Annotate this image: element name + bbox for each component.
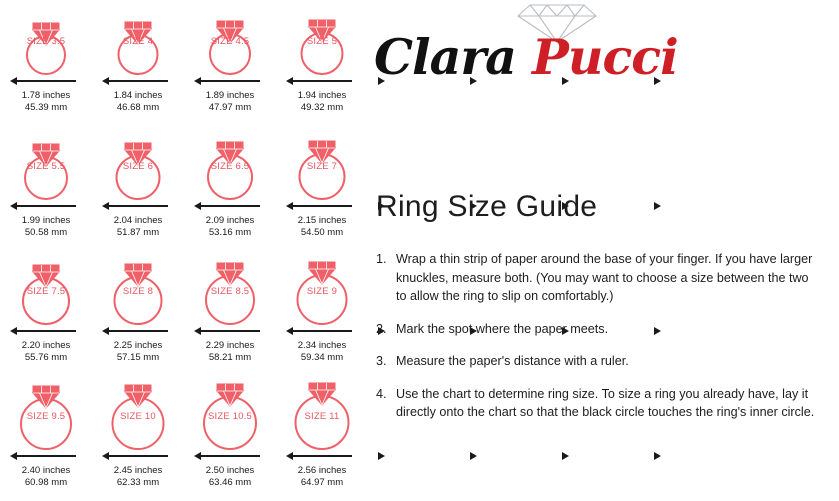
ring-mm: 64.97 mm [300, 477, 344, 488]
ring-inches: 2.25 inches [113, 340, 163, 351]
ring-mm: 57.15 mm [116, 352, 160, 363]
ring-measurements [184, 90, 276, 114]
ring-size-cell [0, 0, 92, 125]
ring-size-label: SIZE 5 [306, 36, 338, 47]
measure-arrow-icon [194, 76, 266, 86]
ring-size-label: SIZE 7 [306, 161, 338, 172]
brand-logo [374, 2, 784, 94]
ring-size-label: SIZE 6.5 [210, 161, 250, 172]
ring-size-label: SIZE 9 [306, 286, 338, 297]
ring-measurements [0, 465, 92, 489]
brand-name-second: Pucci [532, 28, 678, 86]
ring-measurements [184, 340, 276, 364]
ring-measurements [92, 90, 184, 114]
brand-name [374, 28, 784, 92]
ring-size-cell [92, 125, 184, 250]
ring-mm: 47.97 mm [208, 102, 252, 113]
ring-inches: 1.99 inches [21, 215, 71, 226]
measure-arrow-icon [102, 326, 174, 336]
measure-arrow-icon [194, 201, 266, 211]
ring-size-cell [276, 125, 368, 250]
ring-size-cell [0, 375, 92, 500]
ring-size-cell [184, 125, 276, 250]
step-text: Measure the paper's distance with a ruler. [396, 354, 629, 368]
ring-size-cell [276, 250, 368, 375]
ring-size-label: SIZE 11 [304, 411, 340, 422]
ring-size-label: SIZE 8 [122, 286, 154, 297]
ring-size-cell [184, 375, 276, 500]
ring-size-cell [184, 0, 276, 125]
measure-arrow-icon [194, 451, 266, 461]
ring-inches: 2.56 inches [297, 465, 347, 476]
measure-arrow-icon [10, 451, 82, 461]
ring-inches: 2.15 inches [297, 215, 347, 226]
ring-mm: 59.34 mm [300, 352, 344, 363]
ring-inches: 2.50 inches [205, 465, 255, 476]
ring-size-label: SIZE 3.5 [26, 36, 66, 47]
step-number: 3. [376, 354, 387, 368]
ring-measurements [276, 465, 368, 489]
ring-measurements [0, 215, 92, 239]
measure-arrow-icon [102, 451, 174, 461]
step-number: 1. [376, 252, 387, 266]
ring-measurements [276, 340, 368, 364]
measure-arrow-icon [286, 76, 358, 86]
ring-size-label: SIZE 4 [122, 36, 154, 47]
ring-inches: 2.45 inches [113, 465, 163, 476]
ring-inches: 2.29 inches [205, 340, 255, 351]
ring-size-cell [276, 375, 368, 500]
measure-arrow-icon [10, 326, 82, 336]
instruction-step [376, 385, 816, 422]
ring-size-cell [92, 375, 184, 500]
ring-mm: 53.16 mm [208, 227, 252, 238]
ring-mm: 63.46 mm [208, 477, 252, 488]
ring-size-cell [276, 0, 368, 125]
ring-mm: 46.68 mm [116, 102, 160, 113]
step-text: Wrap a thin strip of paper around the base of your finger. If you have larger knuckles, measure both. (You may want to choose a size between the two to allow the ring to slip on comfortably.) [396, 252, 813, 303]
step-number: 2. [376, 321, 387, 336]
ring-inches: 1.94 inches [297, 90, 347, 101]
step-text: Mark the spot where the paper meets. [396, 321, 609, 336]
instruction-step [376, 320, 816, 339]
measure-arrow-icon [102, 201, 174, 211]
ring-size-label: SIZE 7.5 [26, 286, 66, 297]
ring-mm: 55.76 mm [24, 352, 68, 363]
ring-measurements [92, 215, 184, 239]
ring-measurements [184, 215, 276, 239]
step-number: 4. [376, 386, 387, 401]
ring-measurements [276, 215, 368, 239]
ring-inches: 2.09 inches [205, 215, 255, 226]
ring-size-label: SIZE 5.5 [26, 161, 66, 172]
ring-inches: 2.20 inches [21, 340, 71, 351]
ring-inches: 1.89 inches [205, 90, 255, 101]
ring-mm: 60.98 mm [24, 477, 68, 488]
ring-mm: 54.50 mm [300, 227, 344, 238]
ring-measurements [184, 465, 276, 489]
ring-size-label: SIZE 9.5 [26, 411, 66, 422]
measure-arrow-icon [286, 326, 358, 336]
measure-arrow-icon [286, 201, 358, 211]
ring-mm: 51.87 mm [116, 227, 160, 238]
ring-size-cell [92, 250, 184, 375]
ring-inches: 1.78 inches [21, 90, 71, 101]
ring-size-label: SIZE 6 [122, 161, 154, 172]
measure-arrow-icon [10, 201, 82, 211]
ring-measurements [92, 340, 184, 364]
ring-size-cell [0, 250, 92, 375]
ring-mm: 62.33 mm [116, 477, 160, 488]
ring-measurements [92, 465, 184, 489]
measure-arrow-icon [194, 326, 266, 336]
ring-inches: 1.84 inches [113, 90, 163, 101]
ring-size-chart [0, 0, 368, 501]
ring-inches: 2.40 inches [21, 465, 71, 476]
instruction-step [376, 352, 816, 371]
page-title: Ring Size Guide [376, 190, 598, 223]
ring-inches: 2.34 inches [297, 340, 347, 351]
measure-arrow-icon [286, 451, 358, 461]
measure-arrow-icon [102, 76, 174, 86]
ring-mm: 45.39 mm [24, 102, 68, 113]
ring-inches: 2.04 inches [113, 215, 163, 226]
ring-size-label: SIZE 4.5 [210, 36, 250, 47]
ring-mm: 58.21 mm [208, 352, 252, 363]
ring-size-label: SIZE 10.5 [207, 411, 253, 422]
ring-size-cell [0, 125, 92, 250]
step-text: Use the chart to determine ring size. To size a ring you already have, lay it directly onto the chart so that the black circle touches the ring's inner circle. [396, 386, 815, 419]
ring-size-cell [92, 0, 184, 125]
ring-measurements [276, 90, 368, 114]
instruction-list [376, 250, 816, 436]
ring-measurements [0, 340, 92, 364]
ring-size-label: SIZE 8.5 [210, 286, 250, 297]
measure-arrow-icon [10, 76, 82, 86]
ring-size-label: SIZE 10 [120, 411, 156, 422]
ring-mm: 50.58 mm [24, 227, 68, 238]
ring-mm: 49.32 mm [300, 102, 344, 113]
info-panel [368, 0, 839, 501]
brand-name-first: Clara [374, 28, 516, 86]
instruction-step [376, 250, 816, 306]
ring-measurements [0, 90, 92, 114]
ring-size-cell [184, 250, 276, 375]
